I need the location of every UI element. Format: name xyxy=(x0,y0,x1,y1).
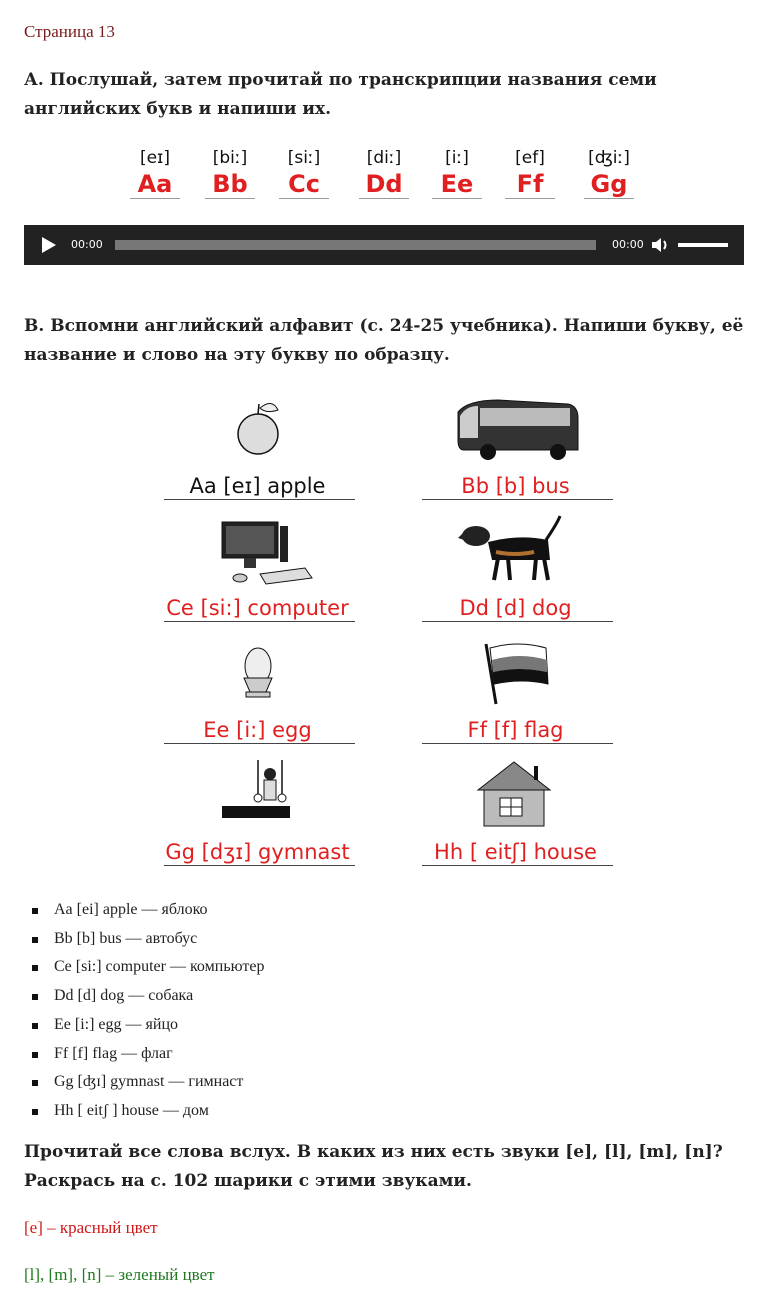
answer-word: Hh [ eitʃ] house xyxy=(434,840,597,864)
write-line xyxy=(422,865,613,866)
letter: Dd xyxy=(359,170,409,199)
list-item: Ee [i:] egg — яйцо xyxy=(54,1011,264,1040)
letter: Cc xyxy=(279,170,329,199)
letter-item xyxy=(349,148,419,199)
transcription: [diː] xyxy=(366,148,402,168)
section-a-heading: А. Послушай, затем прочитай по транскрипции названия семи английских букв и напиши их. xyxy=(24,70,657,119)
worksheet-cell xyxy=(160,512,355,632)
write-line xyxy=(164,743,355,744)
section-b-heading: В. Вспомни английский алфавит (с. 24-25 учебника). Напиши букву, её название и слово на эту букву по образцу. xyxy=(24,316,744,365)
answer-word: Ce [si:] computer xyxy=(166,596,349,620)
page-label: Страница 13 xyxy=(24,22,115,41)
house-icon xyxy=(418,756,613,846)
write-line xyxy=(164,499,355,500)
apple-icon xyxy=(160,390,355,480)
flag-icon xyxy=(418,634,613,724)
write-line xyxy=(422,621,613,622)
list-item: Gg [ʤɪ] gymnast — гимнаст xyxy=(54,1068,264,1097)
volume-icon[interactable] xyxy=(651,236,671,254)
write-line xyxy=(164,865,355,866)
answer-word: Ff [f] flag xyxy=(467,718,564,742)
transcription: [ef] xyxy=(515,148,545,168)
current-time: 00:00 xyxy=(71,238,103,251)
audio-progress-bar[interactable] xyxy=(115,240,596,250)
letter-item xyxy=(495,148,565,199)
write-line xyxy=(164,621,355,622)
answer-word: Gg [dʒɪ] gymnast xyxy=(165,840,350,864)
write-line xyxy=(422,743,613,744)
computer-icon xyxy=(160,512,355,602)
red-color-note: [e] – красный цвет xyxy=(24,1218,158,1237)
answer-word: Ee [i:] egg xyxy=(203,718,312,742)
transcription: [eɪ] xyxy=(139,148,171,168)
list-item: Dd [d] dog — собака xyxy=(54,982,264,1011)
letter-item xyxy=(269,148,339,199)
worksheet-cell xyxy=(160,756,355,876)
worksheet-cell xyxy=(160,390,355,510)
section-c-heading: Прочитай все слова вслух. В каких из них есть звуки [e], [l], [m], [n]? Раскрась на с. 102 шарики с этими звуками. xyxy=(24,1142,723,1191)
answer-word: Dd [d] dog xyxy=(459,596,572,620)
worksheet-cell xyxy=(160,634,355,754)
bus-icon xyxy=(418,390,613,480)
transcription: [ʤiː] xyxy=(588,148,630,168)
list-item: Ff [f] flag — флаг xyxy=(54,1040,264,1069)
worksheet-cell xyxy=(418,512,613,632)
write-line xyxy=(422,499,613,500)
list-item: Hh [ eitʃ ] house — дом xyxy=(54,1097,264,1126)
alphabet-worksheet xyxy=(160,390,620,870)
letter: Gg xyxy=(584,170,634,199)
worksheet-cell xyxy=(418,390,613,510)
green-color-note: [l], [m], [n] – зеленый цвет xyxy=(24,1265,215,1284)
transcription: [iː] xyxy=(445,148,469,168)
letter: Aa xyxy=(130,170,180,199)
dog-icon xyxy=(418,512,613,602)
answer-word: Bb [b] bus xyxy=(461,474,570,498)
worksheet-cell xyxy=(418,756,613,876)
worksheet-cell xyxy=(418,634,613,754)
list-item: Bb [b] bus — автобус xyxy=(54,925,264,954)
duration: 00:00 xyxy=(612,238,644,251)
list-item: Aa [ei] apple — яблоко xyxy=(54,896,264,925)
letter-item xyxy=(574,148,644,199)
egg-icon xyxy=(160,634,355,724)
play-icon[interactable] xyxy=(42,237,56,253)
transcription: [biː] xyxy=(212,148,248,168)
letter-item xyxy=(120,148,190,199)
volume-slider[interactable] xyxy=(678,243,728,247)
letter: Ff xyxy=(505,170,555,199)
letter-item xyxy=(195,148,265,199)
letter-item xyxy=(422,148,492,199)
transcription: [siː] xyxy=(287,148,321,168)
list-item: Ce [si:] computer — компьютер xyxy=(54,953,264,982)
letter: Ee xyxy=(432,170,482,199)
audio-player xyxy=(24,225,744,265)
translation-list xyxy=(24,896,264,1126)
sample-word: Aa [eɪ] apple xyxy=(189,474,326,498)
gymnast-icon xyxy=(160,756,355,846)
letter: Bb xyxy=(205,170,255,199)
letters-row xyxy=(0,148,772,208)
